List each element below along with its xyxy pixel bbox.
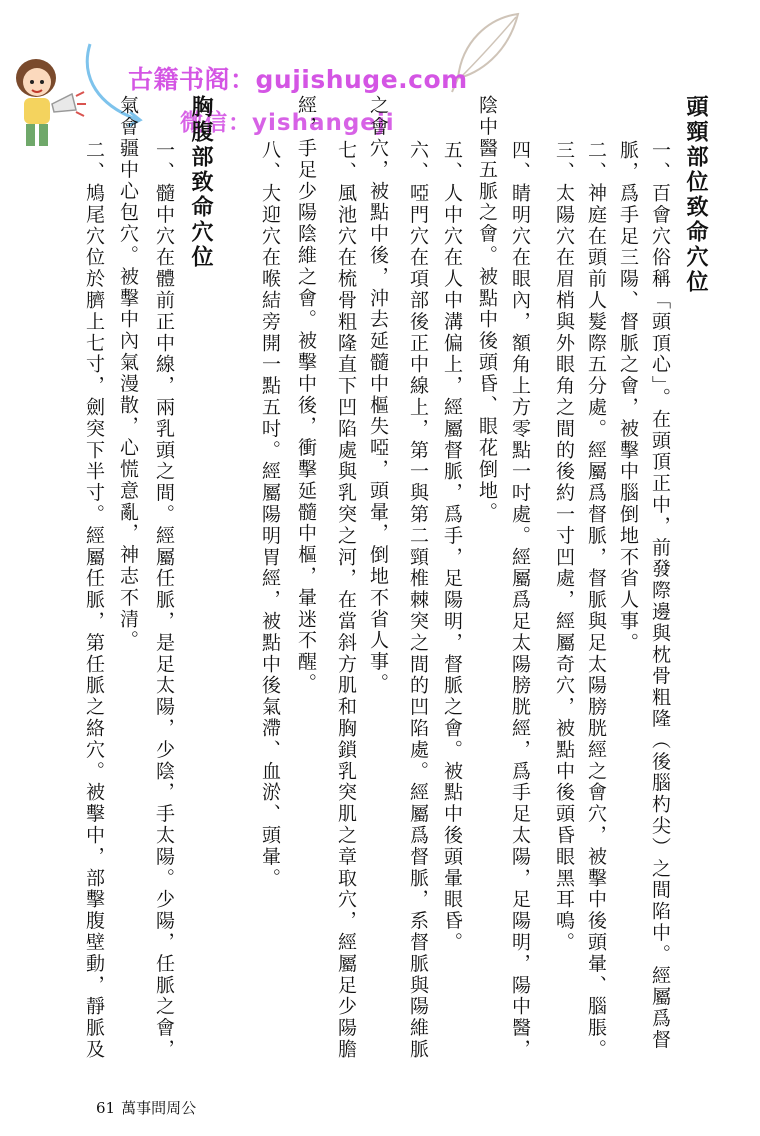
text-column: 四、睛明穴在眼內，額角上方零點一吋處。經屬爲足太陽膀胱經，爲手足太陽，足陽明，陽中醫， <box>509 140 531 1061</box>
text-column: 二、神庭在頭前人髮際五分處。經屬爲督脈，督脈與足太陽膀胱經之會穴，被擊中後頭暈、腦脹。 <box>585 140 607 1061</box>
text-column: 一、百會穴俗稱「頭頂心」。在頭頂正中，前發際邊與枕骨粗隆（後腦杓尖）之間陷中。經屬爲督 <box>649 140 671 1051</box>
cartoon-girl-megaphone-icon <box>6 48 88 158</box>
section-title-head-neck: 頭頸部位致命穴位 <box>683 95 709 295</box>
text-column: 五、人中穴在人中溝偏上，經屬督脈，爲手，足陽明，督脈之會。被點中後頭暈眼昏。 <box>441 140 463 954</box>
page-footer <box>96 1097 202 1118</box>
text-column: 六、啞門穴在項部後正中線上，第一與第二頸椎棘突之間的凹陷處。經屬爲督脈，系督脈與陽維脈 <box>407 140 429 1061</box>
text-column: 一、髓中穴在體前正中線，兩乳頭之間。經屬任脈，是足太陽，少陰，手太陽。少陽，任脈之會， <box>153 140 175 1061</box>
text-column: 二、鳩尾穴位於臍上七寸，劍突下半寸。經屬任脈，第任脈之絡穴。被擊中，部擊腹壁動，靜脈及 <box>83 140 105 1061</box>
text-column: 三、太陽穴在眉梢與外眼角之間的後約一寸凹處，經屬奇穴，被點中後頭昏眼黑耳鳴。 <box>553 140 575 954</box>
page-number: 61 <box>96 1099 116 1117</box>
text-column: 氣會疆中心包穴。被擊中內氣漫散，心慌意亂，神志不清。 <box>117 95 139 652</box>
watermark-wechat-text: 微信：yishangeji <box>180 110 395 136</box>
text-column: 七、風池穴在梳骨粗隆直下凹陷處與乳突之河，在當斜方肌和胸鎖乳突肌之章取穴，經屬足少陽膽 <box>335 140 357 1061</box>
section-title-chest-abdomen: 胸腹部致命穴位 <box>188 95 214 270</box>
text-column: 之會穴，被點中後，沖去延髓中樞失啞，頭暈，倒地不省人事。 <box>367 95 389 695</box>
watermark-site-text: 古籍书阁：gujishuge.com <box>128 65 468 94</box>
text-column: 脈，爲手足三陽、督脈之會，被擊中腦倒地不省人事。 <box>617 140 639 654</box>
book-title: 萬事問周公 <box>121 1099 197 1117</box>
text-column: 經，手足少陽陰維之會。被擊中後，衝擊延髓中樞，暈迷不醒。 <box>295 95 317 695</box>
text-column: 陰中醫五脈之會。被點中後頭昏、眼花倒地。 <box>476 95 498 523</box>
text-column: 八、大迎穴在喉結旁開一點五吋。經屬陽明胃經，被點中後氣滯、血淤、頭暈。 <box>259 140 281 889</box>
